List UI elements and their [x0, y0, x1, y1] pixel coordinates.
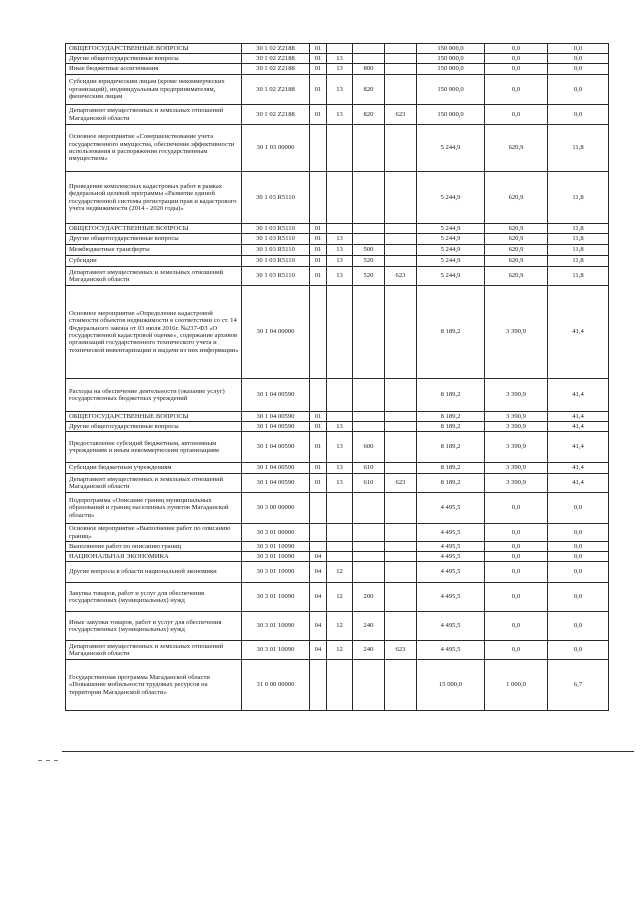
cell-pct: 0,0 [548, 552, 609, 562]
cell-pct: 0,0 [548, 54, 609, 64]
cell-pr [327, 493, 353, 524]
cell-pr [327, 552, 353, 562]
cell-code: 30 1 03 R5110 [242, 172, 310, 224]
cell-code: 30 1 02 Z2188 [242, 75, 310, 105]
cell-fact: 0,0 [485, 105, 548, 125]
cell-plan: 8 189,2 [417, 463, 485, 474]
cell-pct: 0,0 [548, 542, 609, 552]
cell-rz: 04 [310, 562, 327, 583]
cell-fact: 0,0 [485, 54, 548, 64]
cell-vr: 820 [353, 105, 385, 125]
cell-pr [327, 542, 353, 552]
cell-name: Иные бюджетные ассигнования [66, 64, 242, 75]
cell-pct: 41,4 [548, 412, 609, 422]
table-row [66, 44, 609, 54]
cell-code: 30 1 03 R5110 [242, 224, 310, 234]
cell-code: 30 3 01 10090 [242, 552, 310, 562]
cell-code: 30 1 02 Z2188 [242, 105, 310, 125]
cell-name: Субсидии [66, 256, 242, 267]
cell-plan: 8 189,2 [417, 474, 485, 493]
cell-plan: 150 000,0 [417, 44, 485, 54]
cell-code: 30 1 03 R5110 [242, 267, 310, 286]
cell-pct: 41,4 [548, 463, 609, 474]
cell-pct: 41,4 [548, 422, 609, 432]
cell-vr: 240 [353, 612, 385, 641]
cell-gr [385, 542, 417, 552]
cell-fact: 620,9 [485, 234, 548, 245]
cell-vr: 520 [353, 267, 385, 286]
budget-table-page [65, 43, 608, 711]
cell-gr [385, 44, 417, 54]
cell-name: Закупка товаров, работ и услуг для обеспечения государственных (муниципальных) нужд [66, 583, 242, 612]
cell-plan: 150 000,0 [417, 105, 485, 125]
table-row [66, 256, 609, 267]
cell-gr [385, 432, 417, 463]
cell-gr [385, 583, 417, 612]
cell-plan: 8 189,2 [417, 379, 485, 412]
table-row [66, 542, 609, 552]
cell-code: 30 3 01 00000 [242, 524, 310, 542]
cell-fact: 0,0 [485, 64, 548, 75]
cell-gr [385, 660, 417, 711]
cell-gr: 623 [385, 641, 417, 660]
cell-pct: 0,0 [548, 641, 609, 660]
cell-fact: 0,0 [485, 641, 548, 660]
cell-name: Субсидии юридическим лицам (кроме некоммерческих организаций), индивидуальным предпринимателям, физическим лицам [66, 75, 242, 105]
cell-code: 30 1 04 00590 [242, 474, 310, 493]
cell-name: Департамент имущественных и земельных отношений Магаданской области [66, 267, 242, 286]
cell-pr: 13 [327, 245, 353, 256]
cell-pct: 11,8 [548, 234, 609, 245]
cell-plan: 5 244,9 [417, 245, 485, 256]
cell-code: 30 3 01 10090 [242, 542, 310, 552]
table-row [66, 552, 609, 562]
cell-gr [385, 524, 417, 542]
cell-rz: 04 [310, 641, 327, 660]
cell-name: Основное мероприятие «Выполнение работ по описанию границ» [66, 524, 242, 542]
cell-name: Другие общегосударственные вопросы [66, 422, 242, 432]
cell-code: 30 1 03 R5110 [242, 234, 310, 245]
cell-fact: 0,0 [485, 612, 548, 641]
cell-vr [353, 379, 385, 412]
cell-vr [353, 552, 385, 562]
cell-vr [353, 493, 385, 524]
table-body [66, 44, 609, 711]
cell-vr: 240 [353, 641, 385, 660]
cell-rz: 01 [310, 234, 327, 245]
cell-rz [310, 542, 327, 552]
cell-rz [310, 125, 327, 172]
cell-code: 30 1 04 00590 [242, 412, 310, 422]
table-row [66, 172, 609, 224]
cell-gr [385, 463, 417, 474]
cell-vr: 520 [353, 256, 385, 267]
cell-pct: 41,4 [548, 286, 609, 379]
cell-pr: 13 [327, 256, 353, 267]
cell-vr: 600 [353, 432, 385, 463]
cell-fact: 0,0 [485, 552, 548, 562]
cell-pct: 0,0 [548, 583, 609, 612]
cell-gr [385, 245, 417, 256]
cell-pr: 12 [327, 612, 353, 641]
cell-rz: 01 [310, 432, 327, 463]
cell-name: Расходы на обеспечение деятельности (оказание услуг) государственных бюджетных учреждений [66, 379, 242, 412]
scan-mark [46, 760, 50, 761]
cell-name: Межбюджетные трансферты [66, 245, 242, 256]
cell-name: ОБЩЕГОСУДАРСТВЕННЫЕ ВОПРОСЫ [66, 224, 242, 234]
cell-rz: 01 [310, 245, 327, 256]
cell-name: Другие общегосударственные вопросы [66, 234, 242, 245]
table-row [66, 612, 609, 641]
cell-vr: 820 [353, 75, 385, 105]
cell-pct: 11,8 [548, 245, 609, 256]
table-row [66, 379, 609, 412]
cell-pr: 13 [327, 432, 353, 463]
cell-pr [327, 412, 353, 422]
cell-plan: 4 495,5 [417, 524, 485, 542]
cell-name: Департамент имущественных и земельных отношений Магаданской области [66, 641, 242, 660]
cell-gr [385, 256, 417, 267]
cell-code: 30 1 04 00590 [242, 463, 310, 474]
scan-mark [38, 760, 42, 761]
cell-code: 30 1 04 00590 [242, 422, 310, 432]
cell-gr [385, 64, 417, 75]
table-row [66, 463, 609, 474]
cell-gr [385, 224, 417, 234]
cell-pct: 0,0 [548, 44, 609, 54]
cell-plan: 4 495,5 [417, 612, 485, 641]
cell-fact: 1 000,0 [485, 660, 548, 711]
cell-vr [353, 422, 385, 432]
cell-name: Государственная программа Магаданской области «Повышение мобильности трудовых ресурсов на территории Магаданской области» [66, 660, 242, 711]
cell-plan: 5 244,9 [417, 172, 485, 224]
table-row [66, 267, 609, 286]
cell-vr: 200 [353, 583, 385, 612]
cell-rz: 01 [310, 412, 327, 422]
cell-pct: 0,0 [548, 75, 609, 105]
cell-pr: 13 [327, 422, 353, 432]
cell-plan: 4 495,5 [417, 562, 485, 583]
cell-gr [385, 75, 417, 105]
cell-rz [310, 286, 327, 379]
cell-plan: 5 244,9 [417, 256, 485, 267]
cell-gr: 623 [385, 474, 417, 493]
cell-gr [385, 562, 417, 583]
cell-vr [353, 412, 385, 422]
cell-name: Другие вопросы в области национальной экономики [66, 562, 242, 583]
cell-rz: 01 [310, 75, 327, 105]
cell-gr: 623 [385, 105, 417, 125]
cell-rz: 01 [310, 64, 327, 75]
cell-name: Департамент имущественных и земельных отношений Магаданской области [66, 105, 242, 125]
cell-pct: 11,8 [548, 172, 609, 224]
cell-pr: 13 [327, 463, 353, 474]
cell-rz: 01 [310, 105, 327, 125]
cell-pct: 0,0 [548, 562, 609, 583]
table-row [66, 75, 609, 105]
cell-plan: 4 495,5 [417, 641, 485, 660]
cell-code: 30 3 01 10090 [242, 583, 310, 612]
cell-gr [385, 234, 417, 245]
cell-fact: 3 390,9 [485, 379, 548, 412]
cell-fact: 3 390,9 [485, 422, 548, 432]
cell-plan: 15 000,0 [417, 660, 485, 711]
table-row [66, 583, 609, 612]
cell-rz: 04 [310, 612, 327, 641]
cell-vr [353, 286, 385, 379]
table-row [66, 641, 609, 660]
cell-rz: 01 [310, 267, 327, 286]
cell-name: Департамент имущественных и земельных отношений Магаданской области [66, 474, 242, 493]
cell-plan: 4 495,5 [417, 542, 485, 552]
cell-gr [385, 379, 417, 412]
cell-fact: 3 390,9 [485, 474, 548, 493]
cell-pct: 0,0 [548, 64, 609, 75]
cell-pct: 11,8 [548, 224, 609, 234]
table-row [66, 412, 609, 422]
table-row [66, 562, 609, 583]
cell-rz [310, 660, 327, 711]
cell-vr [353, 660, 385, 711]
cell-pr: 12 [327, 583, 353, 612]
cell-rz: 04 [310, 552, 327, 562]
cell-gr [385, 493, 417, 524]
cell-fact: 620,9 [485, 125, 548, 172]
cell-code: 31 0 00 00000 [242, 660, 310, 711]
cell-fact: 3 390,9 [485, 412, 548, 422]
cell-fact: 620,9 [485, 267, 548, 286]
cell-pr [327, 660, 353, 711]
cell-vr: 610 [353, 474, 385, 493]
cell-rz [310, 379, 327, 412]
cell-vr [353, 224, 385, 234]
cell-gr [385, 612, 417, 641]
cell-fact: 3 390,9 [485, 432, 548, 463]
cell-rz: 01 [310, 422, 327, 432]
cell-pr: 13 [327, 474, 353, 493]
cell-pct: 0,0 [548, 105, 609, 125]
cell-vr [353, 172, 385, 224]
cell-code: 30 3 00 00000 [242, 493, 310, 524]
cell-pr [327, 172, 353, 224]
cell-plan: 4 495,5 [417, 552, 485, 562]
cell-rz: 01 [310, 256, 327, 267]
cell-fact: 3 390,9 [485, 286, 548, 379]
cell-pr [327, 379, 353, 412]
cell-gr [385, 422, 417, 432]
cell-code: 30 1 02 Z2188 [242, 64, 310, 75]
cell-fact: 0,0 [485, 562, 548, 583]
table-row [66, 105, 609, 125]
cell-pct: 41,4 [548, 379, 609, 412]
cell-pct: 11,8 [548, 125, 609, 172]
cell-pct: 0,0 [548, 612, 609, 641]
cell-vr: 610 [353, 463, 385, 474]
cell-name: Предоставление субсидий бюджетным, автономным учреждениям и иным некоммерческим организациям [66, 432, 242, 463]
cell-fact: 0,0 [485, 583, 548, 612]
cell-pr [327, 524, 353, 542]
cell-pct: 0,0 [548, 524, 609, 542]
cell-rz: 01 [310, 54, 327, 64]
cell-rz [310, 172, 327, 224]
cell-name: НАЦИОНАЛЬНАЯ ЭКОНОМИКА [66, 552, 242, 562]
cell-plan: 4 495,5 [417, 583, 485, 612]
cell-fact: 0,0 [485, 44, 548, 54]
cell-vr: 800 [353, 64, 385, 75]
cell-name: Основное мероприятие «Совершенствование учета государственного имущества, обеспечение эффективности использования и распоряжения государственным имуществом» [66, 125, 242, 172]
table-row [66, 64, 609, 75]
cell-pr [327, 125, 353, 172]
cell-fact: 620,9 [485, 256, 548, 267]
cell-pr: 13 [327, 75, 353, 105]
cell-fact: 620,9 [485, 224, 548, 234]
table-row [66, 286, 609, 379]
cell-vr [353, 524, 385, 542]
table-row [66, 125, 609, 172]
cell-vr [353, 234, 385, 245]
cell-rz: 01 [310, 224, 327, 234]
cell-plan: 5 244,9 [417, 234, 485, 245]
cell-pct: 11,8 [548, 256, 609, 267]
cell-pr: 13 [327, 267, 353, 286]
cell-code: 30 3 01 10090 [242, 612, 310, 641]
cell-name: ОБЩЕГОСУДАРСТВЕННЫЕ ВОПРОСЫ [66, 44, 242, 54]
cell-vr [353, 54, 385, 64]
cell-fact: 0,0 [485, 524, 548, 542]
table-row [66, 432, 609, 463]
cell-fact: 620,9 [485, 172, 548, 224]
cell-plan: 150 000,0 [417, 64, 485, 75]
scan-mark [54, 760, 58, 761]
cell-pct: 41,4 [548, 474, 609, 493]
cell-rz: 01 [310, 44, 327, 54]
cell-pr: 12 [327, 641, 353, 660]
cell-rz: 01 [310, 463, 327, 474]
page-bottom-rule [62, 751, 634, 752]
cell-gr [385, 552, 417, 562]
table-row [66, 524, 609, 542]
cell-fact: 3 390,9 [485, 463, 548, 474]
cell-pr: 12 [327, 562, 353, 583]
table-row [66, 54, 609, 64]
cell-rz [310, 493, 327, 524]
cell-pr [327, 224, 353, 234]
cell-code: 30 1 02 Z2188 [242, 54, 310, 64]
table-row [66, 245, 609, 256]
budget-table [65, 43, 609, 711]
table-row [66, 422, 609, 432]
cell-gr: 623 [385, 267, 417, 286]
cell-pr: 13 [327, 234, 353, 245]
table-row [66, 474, 609, 493]
cell-name: Основное мероприятие «Определение кадастровой стоимости объектов недвижимости в соответствии со ст. 14 Федерального закона от 03 июля 2016г. №237-ФЗ «О государственной кадастровой оценке», содержание архивов организаций государственного технического учета и технической инвентаризации и выдачи из них информации» [66, 286, 242, 379]
cell-name: Подпрограмма «Описание границ муниципальных образований и границ населенных пунктов Магаданской области» [66, 493, 242, 524]
cell-pr: 13 [327, 54, 353, 64]
cell-name: Выполнение работ по описанию границ [66, 542, 242, 552]
cell-plan: 5 244,9 [417, 125, 485, 172]
cell-name: Проведение комплексных кадастровых работ в рамках федеральной целевой программы «Развитие единой государственной системы регистрации прав и кадастрового учета недвижимости (2014 - 2020 годы)» [66, 172, 242, 224]
cell-plan: 4 495,5 [417, 493, 485, 524]
table-row [66, 660, 609, 711]
cell-name: ОБЩЕГОСУДАРСТВЕННЫЕ ВОПРОСЫ [66, 412, 242, 422]
cell-pr [327, 286, 353, 379]
cell-fact: 0,0 [485, 542, 548, 552]
cell-gr [385, 286, 417, 379]
cell-fact: 0,0 [485, 493, 548, 524]
cell-code: 30 1 04 00000 [242, 286, 310, 379]
cell-pr [327, 44, 353, 54]
cell-plan: 5 244,9 [417, 267, 485, 286]
cell-pct: 11,8 [548, 267, 609, 286]
cell-code: 30 1 04 00590 [242, 432, 310, 463]
cell-pct: 0,0 [548, 493, 609, 524]
cell-plan: 150 000,0 [417, 54, 485, 64]
cell-vr: 500 [353, 245, 385, 256]
cell-vr [353, 44, 385, 54]
cell-plan: 8 189,2 [417, 422, 485, 432]
cell-rz: 01 [310, 474, 327, 493]
cell-fact: 0,0 [485, 75, 548, 105]
cell-code: 30 1 03 00000 [242, 125, 310, 172]
cell-plan: 8 189,2 [417, 432, 485, 463]
cell-pct: 6,7 [548, 660, 609, 711]
cell-code: 30 1 04 00590 [242, 379, 310, 412]
cell-rz: 04 [310, 583, 327, 612]
cell-name: Другие общегосударственные вопросы [66, 54, 242, 64]
cell-name: Субсидии бюджетным учреждениям [66, 463, 242, 474]
cell-gr [385, 54, 417, 64]
cell-code: 30 1 03 R5110 [242, 256, 310, 267]
cell-vr [353, 562, 385, 583]
cell-gr [385, 125, 417, 172]
cell-code: 30 3 01 10090 [242, 562, 310, 583]
cell-code: 30 1 03 R5110 [242, 245, 310, 256]
cell-vr [353, 542, 385, 552]
cell-plan: 8 189,2 [417, 286, 485, 379]
cell-code: 30 3 01 10090 [242, 641, 310, 660]
cell-fact: 620,9 [485, 245, 548, 256]
cell-pr: 13 [327, 105, 353, 125]
table-row [66, 493, 609, 524]
table-row [66, 224, 609, 234]
cell-plan: 150 000,0 [417, 75, 485, 105]
cell-plan: 8 189,2 [417, 412, 485, 422]
cell-plan: 5 244,9 [417, 224, 485, 234]
table-row [66, 234, 609, 245]
cell-pr: 13 [327, 64, 353, 75]
cell-vr [353, 125, 385, 172]
cell-rz [310, 524, 327, 542]
cell-name: Иные закупки товаров, работ и услуг для обеспечения государственных (муниципальных) нужд [66, 612, 242, 641]
cell-gr [385, 172, 417, 224]
cell-code: 30 1 02 Z2188 [242, 44, 310, 54]
cell-pct: 41,4 [548, 432, 609, 463]
cell-gr [385, 412, 417, 422]
